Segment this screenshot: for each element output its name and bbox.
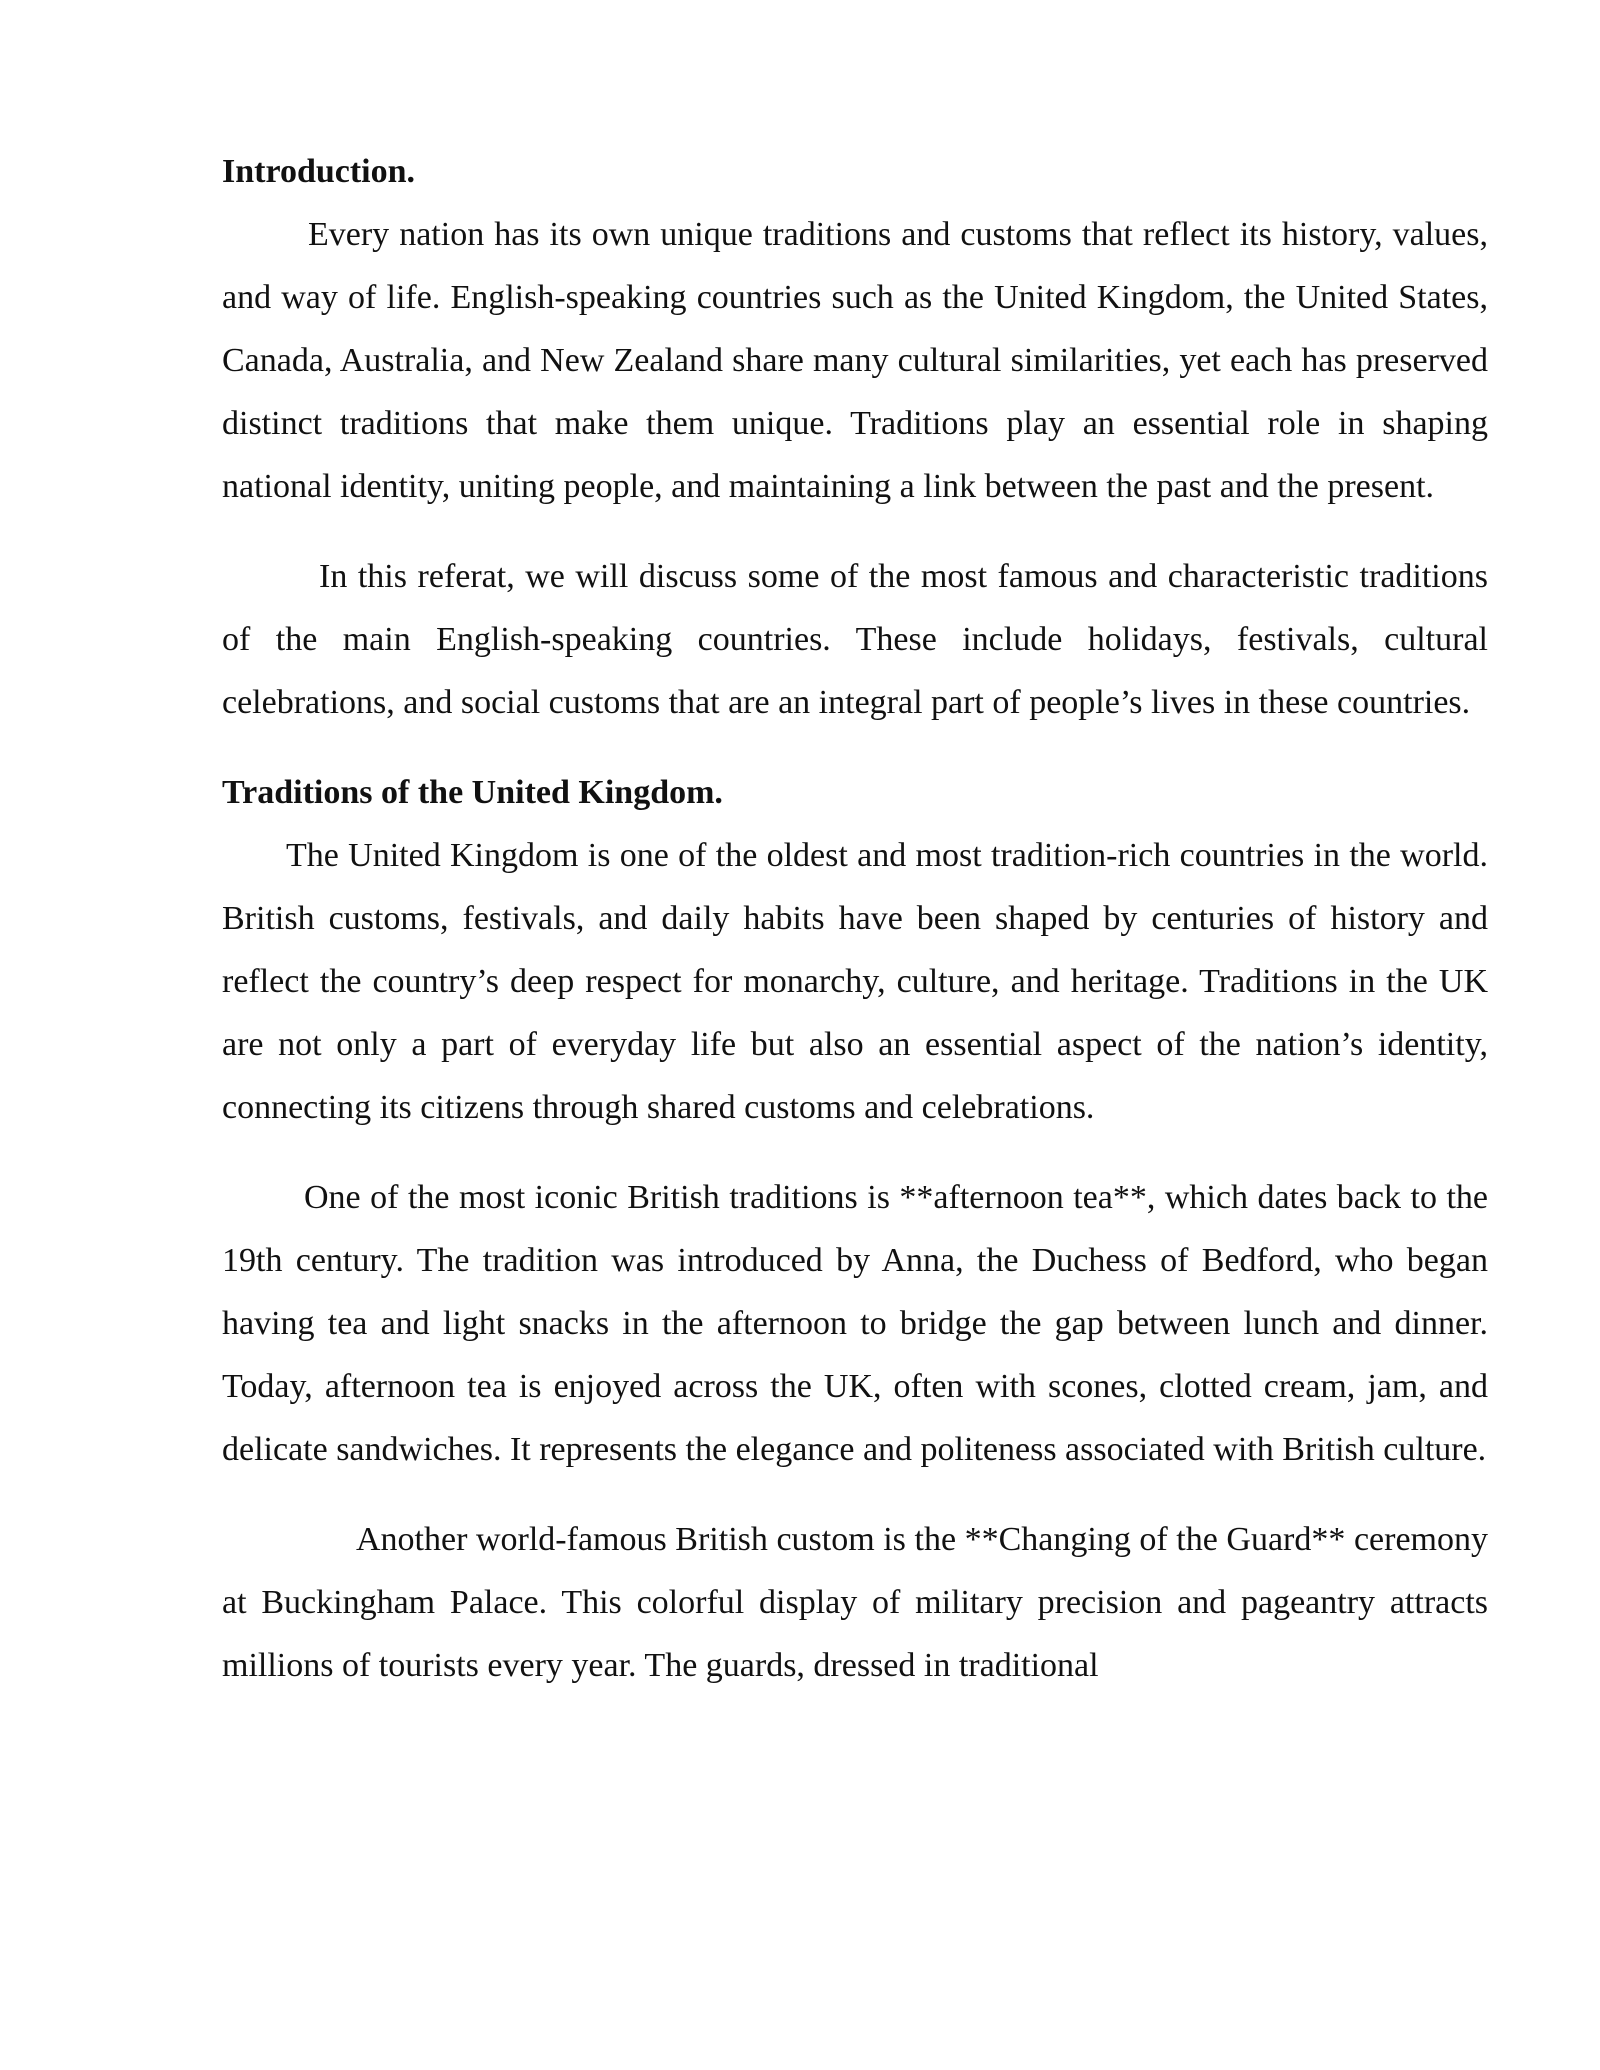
section-heading-introduction: Introduction. <box>222 153 416 190</box>
section-heading-uk: Traditions of the United Kingdom. <box>222 774 723 811</box>
paragraph-uk-1: The United Kingdom is one of the oldest and most tradition-rich countries in the world. British customs, festivals, and daily habits have been shaped by centuries of history and reflect the country’s deep respect for monarchy, culture, and heritage. Traditions in the UK are not only a part of everyday life but also an essential aspect of the nation’s identity, connecting its citizens through shared customs and celebrations. <box>222 837 1488 1126</box>
paragraph-uk-2: One of the most iconic British traditions is **afternoon tea**, which dates back to the 19th century. The tradition was introduced by Anna, the Duchess of Bedford, who began having tea and light snacks in the afternoon to bridge the gap between lunch and dinner. Today, afternoon tea is enjoyed across the UK, often with scones, clotted cream, jam, and delicate sandwiches. It represents the elegance and politeness associated with British culture. <box>222 1179 1488 1468</box>
paragraph-intro-1: Every nation has its own unique traditions and customs that reflect its history, values, and way of life. English-speaking countries such as the United Kingdom, the United States, Canada, Australia, and New Zealand share many cultural similarities, yet each has preserved distinct traditions that make them unique. Traditions play an essential role in shaping national identity, uniting people, and maintaining a link between the past and the present. <box>222 216 1488 505</box>
paragraph-intro-2: In this referat, we will discuss some of the most famous and characteristic traditions of the main English-speaking countries. These include holidays, festivals, cultural celebrations, and social customs that are an integral part of people’s lives in these countries. <box>222 558 1488 721</box>
paragraph-uk-3: Another world-famous British custom is the **Changing of the Guard** ceremony at Buckingham Palace. This colorful display of military precision and pageantry attracts millions of tourists every year. The guards, dressed in traditional <box>222 1521 1488 1684</box>
document-page <box>222 140 1488 1697</box>
